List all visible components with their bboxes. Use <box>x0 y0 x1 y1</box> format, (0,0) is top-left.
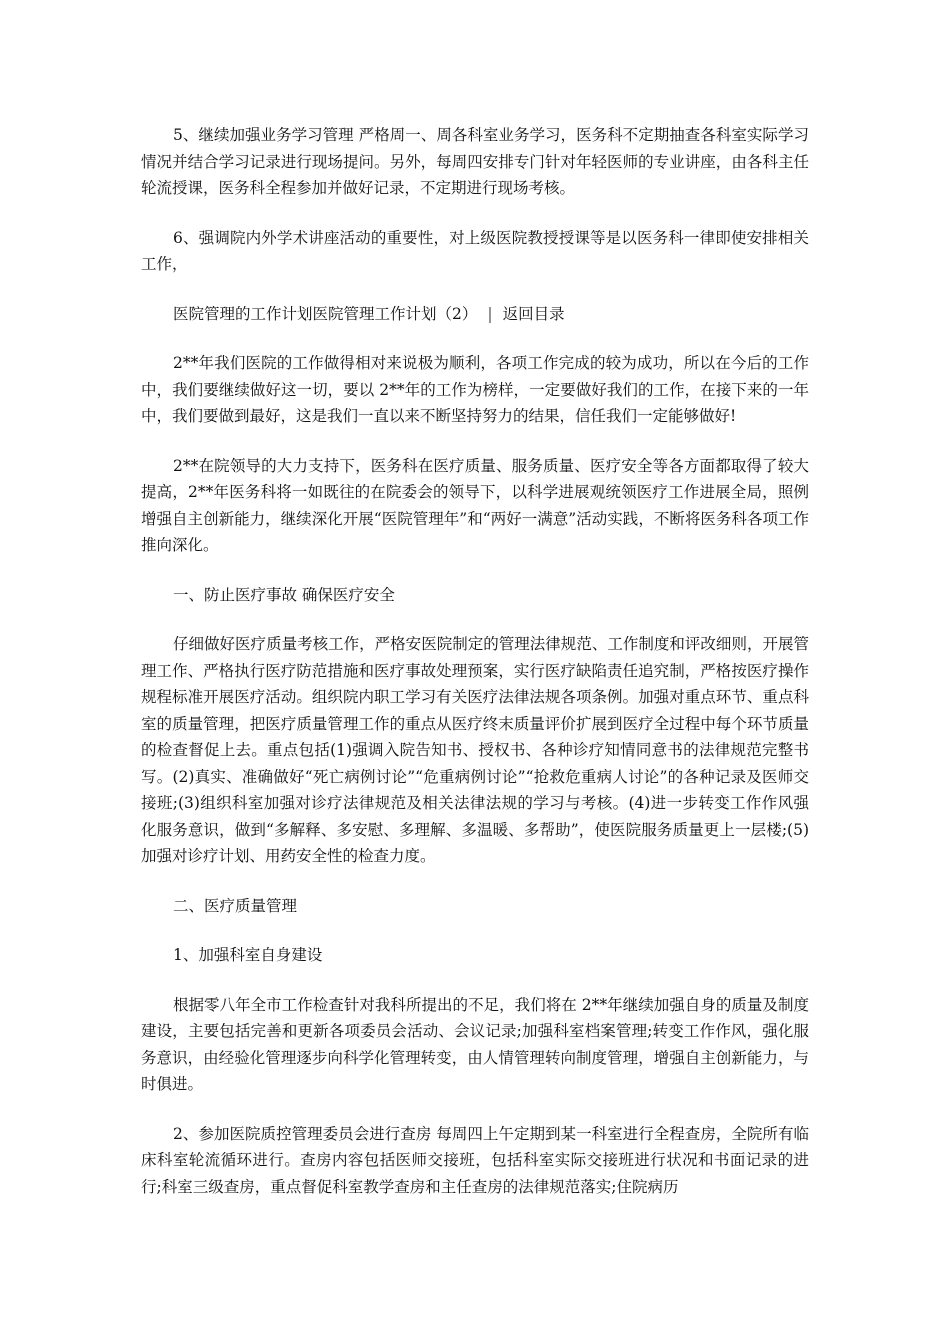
paragraph-item-6: 6、强调院内外学术讲座活动的重要性，对上级医院教授授课等是以医务科一律即使安排相关工作， <box>141 228 809 273</box>
paragraph-medical-safety: 仔细做好医疗质量考核工作，严格安医院制定的管理法律规范、工作制度和评改细则，开展管理工作、严格执行医疗防范措施和医疗事故处理预案，实行医疗缺陷责任追究制，严格按医疗操作规程标准开展医疗活动。组织院内职工学习有关医疗法律法规各项条例。加强对重点环节、重点科室的质量管理，把医疗质量管理工作的重点从医疗终末质量评价扩展到医疗全过程中每个环节质量的检查督促上去。重点包括(1)强调入院告知书、授权书、各种诊疗知情同意书的法律规范完整书写。(2)真实、准确做好“死亡病例讨论”“危重病例讨论”“抢救危重病人讨论”的各种记录及医师交接班;(3)组织科室加强对诊疗法律规范及相关法律法规的学习与考核。(4)进一步转变工作作风强化服务意识，做到“多解释、多安慰、多理解、多温暖、多帮助”，使医院服务质量更上一层楼;(5)加强对诊疗计划、用药安全性的检查力度。 <box>141 635 809 865</box>
section-title-line <box>141 301 809 328</box>
heading-medical-safety: 一、防止医疗事故 确保医疗安全 <box>173 585 395 604</box>
section-title: 医院管理的工作计划医院管理工作计划（2） <box>173 304 478 323</box>
document-page <box>141 122 809 1223</box>
back-to-toc-link[interactable]: 返回目录 <box>502 304 565 323</box>
heading-quality-management: 二、医疗质量管理 <box>173 896 298 915</box>
paragraph-department-building: 根据零八年全市工作检查针对我科所提出的不足，我们将在 2**年继续加强自身的质量及制度建设，主要包括完善和更新各项委员会活动、会议记录;加强科室档案管理;转变工作作风，强化服务意识，由经验化管理逐步向科学化管理转变，由人情管理转向制度管理，增强自主创新能力，与时俱进。 <box>141 995 809 1093</box>
separator: | <box>487 304 493 323</box>
paragraph-ward-rounds: 2、参加医院质控管理委员会进行查房 每周四上午定期到某一科室进行全程查房，全院所有临床科室轮流循环进行。查房内容包括医师交接班，包括科室实际交接班进行状况和书面记录的进行;科室三级查房，重点督促科室教学查房和主任查房的法律规范落实;住院病历 <box>141 1124 809 1196</box>
paragraph-item-5: 5、继续加强业务学习管理 严格周一、周各科室业务学习，医务科不定期抽查各科室实际学习情况并结合学习记录进行现场提问。另外，每周四安排专门针对年轻医师的专业讲座，由各科主任轮流授课，医务科全程参加并做好记录，不定期进行现场考核。 <box>141 126 809 197</box>
heading-department-building: 1、加强科室自身建设 <box>173 946 323 964</box>
paragraph-summary: 2**在院领导的大力支持下，医务科在医疗质量、服务质量、医疗安全等各方面都取得了较大提高，2**年医务科将一如既往的在院委会的领导下，以科学进展观统领医疗工作进展全局，照例增强自主创新能力，继续深化开展“医院管理年”和“两好一满意”活动实践，不断将医务科各项工作推向深化。 <box>141 456 809 554</box>
paragraph-intro: 2**年我们医院的工作做得相对来说极为顺利，各项工作完成的较为成功，所以在今后的工作中，我们要继续做好这一切，要以 2**年的工作为榜样，一定要做好我们的工作，在接下来的一年中，我们要做到最好，这是我们一直以来不断坚持努力的结果，信任我们一定能够做好! <box>141 354 809 425</box>
